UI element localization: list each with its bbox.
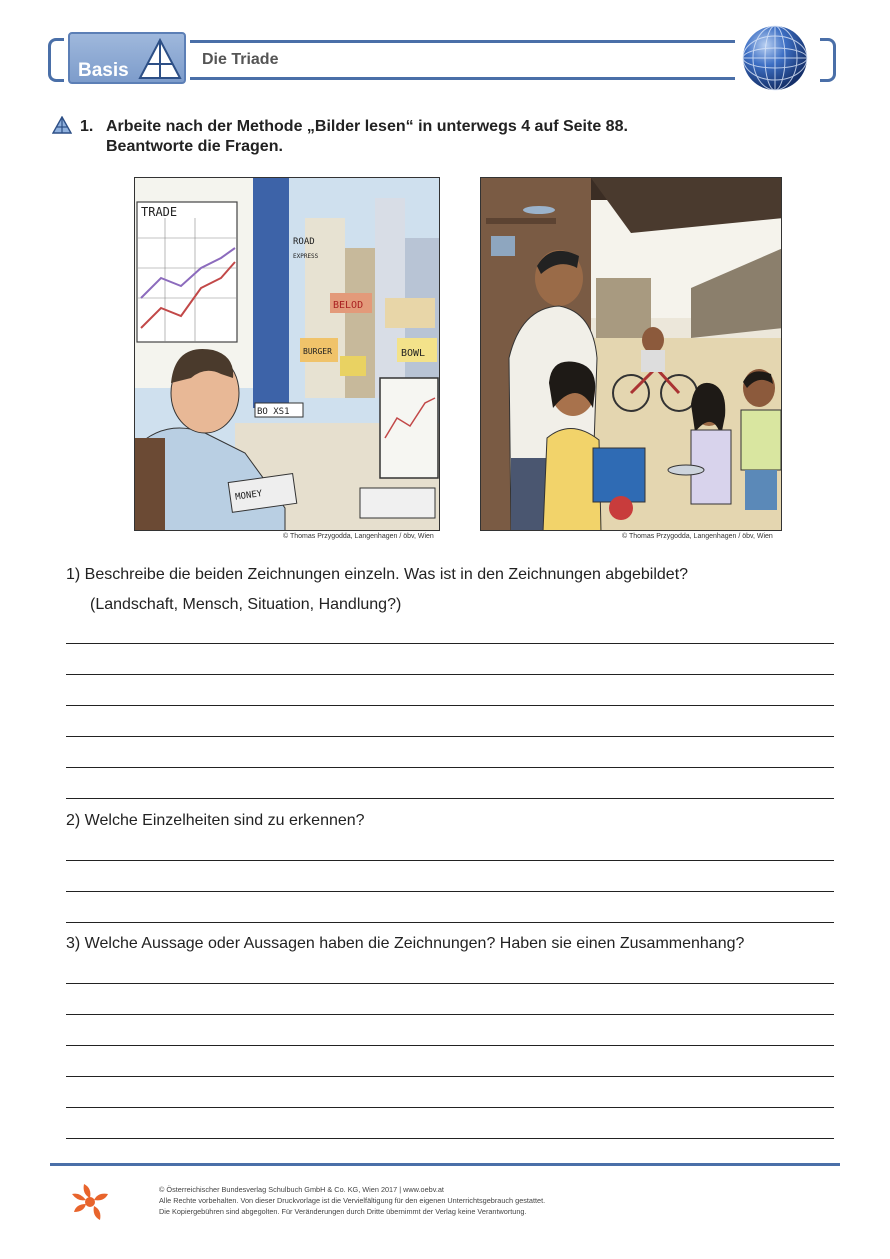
answer-line[interactable] (66, 860, 834, 861)
sign-road: ROAD (293, 237, 315, 247)
image-credit-right: © Thomas Przygodda, Langenhagen / öbv, Wien (622, 533, 773, 540)
illustration-office-trader (134, 177, 440, 531)
header-bracket-left (48, 38, 64, 82)
answer-line[interactable] (66, 643, 834, 644)
task-instruction-line1: Arbeite nach der Methode „Bilder lesen“ in unterwegs 4 auf Seite 88. (106, 118, 628, 135)
answer-line[interactable] (66, 1138, 834, 1139)
level-badge (68, 32, 186, 84)
sign-belod: BELOD (333, 300, 364, 311)
answer-line[interactable] (66, 767, 834, 768)
task-number: 1. (80, 118, 94, 135)
triad-triangle-icon (138, 38, 182, 80)
question-1-hint: (Landschaft, Mensch, Situation, Handlung?) (90, 596, 402, 613)
page-title: Die Triade (202, 51, 279, 68)
question-2: 2) Welche Einzelheiten sind zu erkennen? (66, 812, 365, 829)
question-3: 3) Welche Aussage oder Aussagen haben die Zeichnungen? Haben sie einen Zusammenhang? (66, 935, 745, 952)
question-1: 1) Beschreibe die beiden Zeichnungen einzeln. Was ist in den Zeichnungen abgebildet? (66, 566, 689, 583)
answer-line[interactable] (66, 736, 834, 737)
answer-line[interactable] (66, 1076, 834, 1077)
sign-express: EXPRESS (293, 253, 319, 260)
answer-line[interactable] (66, 983, 834, 984)
footer-copyright: © Österreichischer Bundesverlag Schulbuch GmbH & Co. KG, Wien 2017 | www.oebv.at (159, 1185, 444, 1194)
footer-disclaimer: Die Kopiergebühren sind abgegolten. Für Veränderungen durch Dritte übernimmt der Verlag keine Verantwortung. (159, 1207, 527, 1216)
header-bracket-right (820, 38, 836, 82)
answer-line[interactable] (66, 705, 834, 706)
answer-line[interactable] (66, 798, 834, 799)
footer-rule (50, 1163, 840, 1166)
triangle-task-icon (52, 116, 72, 134)
answer-line[interactable] (66, 891, 834, 892)
publisher-logo-icon (70, 1182, 110, 1222)
answer-line[interactable] (66, 922, 834, 923)
level-badge-label: Basis (78, 60, 129, 81)
image-credit-left: © Thomas Przygodda, Langenhagen / öbv, Wien (283, 533, 434, 540)
footer-rights: Alle Rechte vorbehalten. Von dieser Druckvorlage ist die Vervielfältigung für den eigenen Unterrichtsgebrauch gestattet. (159, 1196, 546, 1205)
answer-line[interactable] (66, 1045, 834, 1046)
answer-line[interactable] (66, 1107, 834, 1108)
sign-bowl: BOWL (401, 348, 426, 359)
sign-boxs1: BO XS1 (257, 407, 290, 417)
sign-trade: TRADE (141, 205, 178, 219)
answer-line[interactable] (66, 674, 834, 675)
task-instruction-line2: Beantworte die Fragen. (106, 138, 283, 155)
globe-icon (741, 24, 809, 92)
answer-line[interactable] (66, 1014, 834, 1015)
sign-money: MONEY (234, 489, 263, 503)
illustration-slum-children (480, 177, 782, 531)
sign-burger: BURGER (303, 347, 332, 356)
title-bar (190, 40, 735, 80)
